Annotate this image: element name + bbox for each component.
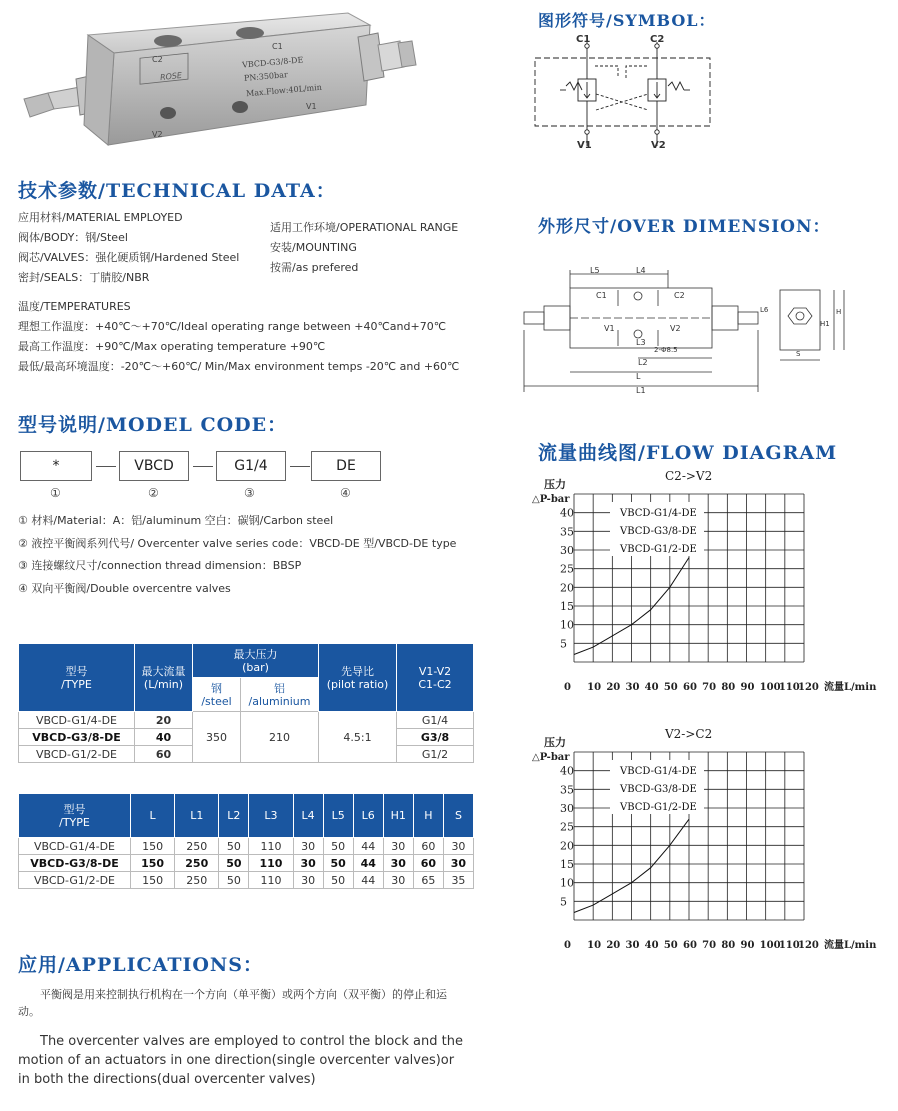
tech-left-4: 密封/SEALS：丁腈胶/NBR xyxy=(18,271,150,284)
legend-entry: VBCD-G1/4-DE xyxy=(620,766,697,777)
spec-type: VBCD-G3/8-DE xyxy=(19,729,135,746)
dimension-drawing xyxy=(518,260,858,400)
dim-cell: 50 xyxy=(219,872,249,889)
model-code-dash-2 xyxy=(193,466,213,467)
model-code-heading: 型号说明/MODEL CODE： xyxy=(18,414,288,436)
spec-header-steel: 钢 /steel xyxy=(193,678,241,712)
spec-flow: 20 xyxy=(135,712,193,729)
dim-cell: 44 xyxy=(353,872,383,889)
dim-cell: 60 xyxy=(413,838,443,855)
dim-cell: 50 xyxy=(323,855,353,872)
model-code-dash-1 xyxy=(96,466,116,467)
product-label-v1: V1 xyxy=(306,102,317,111)
x-tick-label: 120 xyxy=(798,940,819,951)
dim-cell: 50 xyxy=(323,838,353,855)
x-tick-label: 10 xyxy=(587,940,602,951)
spec-port: G3/8 xyxy=(397,729,474,746)
tech-temp-1: 理想工作温度：+40℃～+70℃/Ideal operating range between +40℃and+70℃ xyxy=(18,320,447,333)
x-tick-label: 120 xyxy=(798,682,819,693)
symbol-diagram xyxy=(530,34,720,154)
x-axis-label: 流量L/min xyxy=(824,682,877,693)
x-tick-label: 80 xyxy=(721,682,736,693)
flow-heading: 流量曲线图/FLOW DIAGRAM xyxy=(538,442,838,464)
legend-entry: VBCD-G3/8-DE xyxy=(620,784,697,795)
dim-label-l5: L5 xyxy=(590,266,600,275)
y-tick-label: 20 xyxy=(560,839,574,853)
y-tick-label: 30 xyxy=(560,544,574,557)
dim-cell: 30 xyxy=(383,838,413,855)
dim-cell: 110 xyxy=(249,838,293,855)
model-code-note-2: ② 液控平衡阀系列代号/ Overcenter valve series code：VBCD-DE 型/VBCD-DE type xyxy=(18,537,457,550)
dim-cell: 110 xyxy=(249,872,293,889)
table-row xyxy=(19,872,474,889)
applications-heading: 应用/APPLICATIONS： xyxy=(18,954,263,976)
dim-label-l3: L3 xyxy=(636,338,646,347)
spec-header-type: 型号 /TYPE xyxy=(19,644,135,712)
product-photo xyxy=(18,5,418,155)
dim-label-v1: V1 xyxy=(604,324,615,333)
x-tick-label: 20 xyxy=(606,682,621,693)
x-tick-label: 0 xyxy=(564,940,571,951)
x-tick-label: 50 xyxy=(663,682,678,693)
spec-type: VBCD-G1/2-DE xyxy=(19,746,135,763)
y-tick-label: 5 xyxy=(560,637,567,651)
x-tick-label: 40 xyxy=(644,940,659,951)
y-tick-label: 40 xyxy=(560,764,574,778)
model-code-num-2: ② xyxy=(148,486,159,500)
model-code-box-type: DE xyxy=(311,451,381,481)
applications-cn: 平衡阀是用来控制执行机构在一个方向（单平衡）或两个方向（双平衡）的停止和运动。 xyxy=(18,988,447,1018)
dim-cell: 30 xyxy=(443,855,473,872)
dim-cell: 150 xyxy=(131,855,175,872)
dim-label-l1: L1 xyxy=(636,386,646,395)
model-code-note-3: ③ 连接螺纹尺寸/connection thread dimension：BBSP xyxy=(18,559,302,572)
product-engraving-1: VBCD-G3/8-DE xyxy=(241,55,304,70)
chart-title: C2->V2 xyxy=(665,469,713,483)
dim-cell: 30 xyxy=(293,838,323,855)
legend-entry: VBCD-G1/4-DE xyxy=(620,508,697,519)
dim-header: L4 xyxy=(293,794,323,838)
dim-cell: 150 xyxy=(131,838,175,855)
dim-cell: 50 xyxy=(323,872,353,889)
model-code-box-series: VBCD xyxy=(119,451,189,481)
x-tick-label: 30 xyxy=(625,940,640,951)
product-label-v2: V2 xyxy=(152,130,163,139)
y-axis-unit: △P-bar xyxy=(532,752,570,763)
y-tick-label: 15 xyxy=(560,600,574,613)
y-tick-label: 5 xyxy=(560,895,567,909)
tech-temp-2: 最高工作温度：+90℃/Max operating temperature +90℃ xyxy=(18,340,326,353)
flow-chart-c2-v2 xyxy=(530,466,890,698)
dim-label-h: H xyxy=(836,308,842,316)
dim-label-l4: L4 xyxy=(636,266,646,275)
product-brand: ROSE xyxy=(159,70,183,83)
dim-cell: 150 xyxy=(131,872,175,889)
x-tick-label: 100 xyxy=(759,682,781,693)
dim-label-v2: V2 xyxy=(670,324,681,333)
y-axis-unit: △P-bar xyxy=(532,494,570,505)
model-code-num-4: ④ xyxy=(340,486,351,500)
model-code-num-1: ① xyxy=(50,486,61,500)
spec-table xyxy=(18,643,474,763)
model-code-note-4: ④ 双向平衡阀/Double overcentre valves xyxy=(18,582,231,595)
dim-label-l2: L2 xyxy=(638,358,648,367)
model-code-num-3: ③ xyxy=(244,486,255,500)
tech-right-3: 按需/as prefered xyxy=(270,261,359,274)
spec-header-alu: 铝 /aluminium xyxy=(241,678,319,712)
chart-title: V2->C2 xyxy=(665,727,713,741)
dim-label-l6: L6 xyxy=(760,306,769,314)
table-row xyxy=(19,855,474,872)
x-tick-label: 20 xyxy=(606,940,621,951)
dim-header: L xyxy=(131,794,175,838)
table-row xyxy=(19,838,474,855)
x-tick-label: 110 xyxy=(778,940,800,951)
spec-header-ports: V1-V2 C1-C2 xyxy=(397,644,474,712)
spec-port: G1/4 xyxy=(397,712,474,729)
product-label-c2: C2 xyxy=(152,55,163,64)
dim-cell: 30 xyxy=(443,838,473,855)
y-tick-label: 35 xyxy=(560,783,574,797)
x-tick-label: 80 xyxy=(721,940,736,951)
x-tick-label: 70 xyxy=(702,682,717,693)
dim-header: S xyxy=(443,794,473,838)
y-tick-label: 35 xyxy=(560,525,574,539)
y-tick-label: 25 xyxy=(560,820,574,834)
tech-right-1: 适用工作环境/OPERATIONAL RANGE xyxy=(270,221,459,234)
x-tick-label: 40 xyxy=(644,682,659,693)
spec-header-flow: 最大流量 (L/min) xyxy=(135,644,193,712)
y-axis-label: 压力 xyxy=(544,478,566,491)
x-tick-label: 50 xyxy=(663,940,678,951)
tech-right-2: 安装/MOUNTING xyxy=(270,241,357,254)
tech-left-2: 阀体/BODY：钢/Steel xyxy=(18,231,128,244)
legend-entry: VBCD-G1/2-DE xyxy=(620,544,697,555)
symbol-port-v2: V2 xyxy=(651,140,666,151)
dim-cell: 110 xyxy=(249,855,293,872)
model-code-note-1: ① 材料/Material：A：铝/aluminum 空白：碳钢/Carbon steel xyxy=(18,514,334,527)
spec-flow: 40 xyxy=(135,729,193,746)
dim-cell: 50 xyxy=(219,855,249,872)
x-tick-label: 100 xyxy=(759,940,781,951)
y-tick-label: 25 xyxy=(560,562,574,576)
dim-cell: 30 xyxy=(293,872,323,889)
dim-label-h1: H1 xyxy=(820,320,830,328)
spec-ratio: 4.5:1 xyxy=(319,712,397,763)
legend-entry: VBCD-G3/8-DE xyxy=(620,526,697,537)
dim-header: H xyxy=(413,794,443,838)
symbol-heading: 图形符号/SYMBOL： xyxy=(538,11,716,30)
dim-cell: VBCD-G1/2-DE xyxy=(19,872,131,889)
dim-header: L6 xyxy=(353,794,383,838)
dim-label-l: L xyxy=(636,372,641,381)
y-tick-label: 40 xyxy=(560,506,574,520)
dim-cell: 35 xyxy=(443,872,473,889)
legend-entry: VBCD-G1/2-DE xyxy=(620,802,697,813)
dim-cell: 44 xyxy=(353,838,383,855)
spec-header-pressure: 最大压力 (bar) xyxy=(193,644,319,678)
product-engraving-3: Max.Flow:40L/min xyxy=(245,82,323,99)
y-axis-label: 压力 xyxy=(544,736,566,749)
y-tick-label: 15 xyxy=(560,858,574,871)
dim-cell: 30 xyxy=(383,855,413,872)
dimension-table xyxy=(18,793,474,889)
y-tick-label: 10 xyxy=(560,618,574,632)
x-tick-label: 30 xyxy=(625,682,640,693)
dim-header: L1 xyxy=(175,794,219,838)
dim-header: L5 xyxy=(323,794,353,838)
dim-header: L2 xyxy=(219,794,249,838)
table-row xyxy=(19,712,474,729)
spec-steel: 350 xyxy=(193,712,241,763)
y-tick-label: 10 xyxy=(560,876,574,890)
symbol-port-v1: V1 xyxy=(577,140,592,151)
dim-label-c1: C1 xyxy=(596,291,607,300)
x-tick-label: 60 xyxy=(683,940,697,951)
spec-header-ratio: 先导比 (pilot ratio) xyxy=(319,644,397,712)
spec-flow: 60 xyxy=(135,746,193,763)
symbol-port-c1: C1 xyxy=(576,34,591,45)
spec-port: G1/2 xyxy=(397,746,474,763)
x-tick-label: 90 xyxy=(740,682,755,693)
model-code-dash-3 xyxy=(290,466,310,467)
dim-header: H1 xyxy=(383,794,413,838)
dim-cell: VBCD-G1/4-DE xyxy=(19,838,131,855)
dim-header-type: 型号 /TYPE xyxy=(19,794,131,838)
dim-cell: 250 xyxy=(175,855,219,872)
model-code-box-material: * xyxy=(20,451,92,481)
y-tick-label: 20 xyxy=(560,581,574,595)
y-tick-label: 30 xyxy=(560,802,574,815)
spec-alu: 210 xyxy=(241,712,319,763)
dim-cell: 65 xyxy=(413,872,443,889)
dim-cell: 44 xyxy=(353,855,383,872)
x-tick-label: 70 xyxy=(702,940,717,951)
tech-left-1: 应用材料/MATERIAL EMPLOYED xyxy=(18,211,183,224)
dim-cell: 250 xyxy=(175,872,219,889)
dim-cell: 60 xyxy=(413,855,443,872)
x-tick-label: 10 xyxy=(587,682,602,693)
dim-cell: 50 xyxy=(219,838,249,855)
dimension-heading: 外形尺寸/OVER DIMENSION： xyxy=(538,217,831,237)
dim-cell: VBCD-G3/8-DE xyxy=(19,855,131,872)
flow-chart-v2-c2 xyxy=(530,724,890,956)
dim-cell: 250 xyxy=(175,838,219,855)
dim-header: L3 xyxy=(249,794,293,838)
dim-cell: 30 xyxy=(293,855,323,872)
spec-type: VBCD-G1/4-DE xyxy=(19,712,135,729)
x-tick-label: 60 xyxy=(683,682,697,693)
tech-temp-heading: 温度/TEMPERATURES xyxy=(18,300,131,313)
x-tick-label: 0 xyxy=(564,682,571,693)
product-label-c1: C1 xyxy=(272,42,283,51)
x-tick-label: 110 xyxy=(778,682,800,693)
dim-label-holes: 2-Φ8.5 xyxy=(654,346,678,354)
x-tick-label: 90 xyxy=(740,940,755,951)
tech-temp-3: 最低/最高环境温度：-20℃～+60℃/ Min/Max environment temps -20℃ and +60℃ xyxy=(18,360,460,373)
x-axis-label: 流量L/min xyxy=(824,940,877,951)
tech-left-3: 阀芯/VALVES：强化硬质钢/Hardened Steel xyxy=(18,251,240,264)
model-code-box-thread: G1/4 xyxy=(216,451,286,481)
technical-heading: 技术参数/TECHNICAL DATA： xyxy=(18,180,336,202)
product-engraving-2: PN:350bar xyxy=(243,70,289,83)
symbol-port-c2: C2 xyxy=(650,34,665,45)
applications-en: The overcenter valves are employed to control the block and the motion of an actuators in one direction(single overcenter valves)or in both the directions(dual overcenter valves) xyxy=(18,1034,463,1087)
dim-cell: 30 xyxy=(383,872,413,889)
dim-label-c2: C2 xyxy=(674,291,685,300)
dim-label-s: S xyxy=(796,350,801,358)
